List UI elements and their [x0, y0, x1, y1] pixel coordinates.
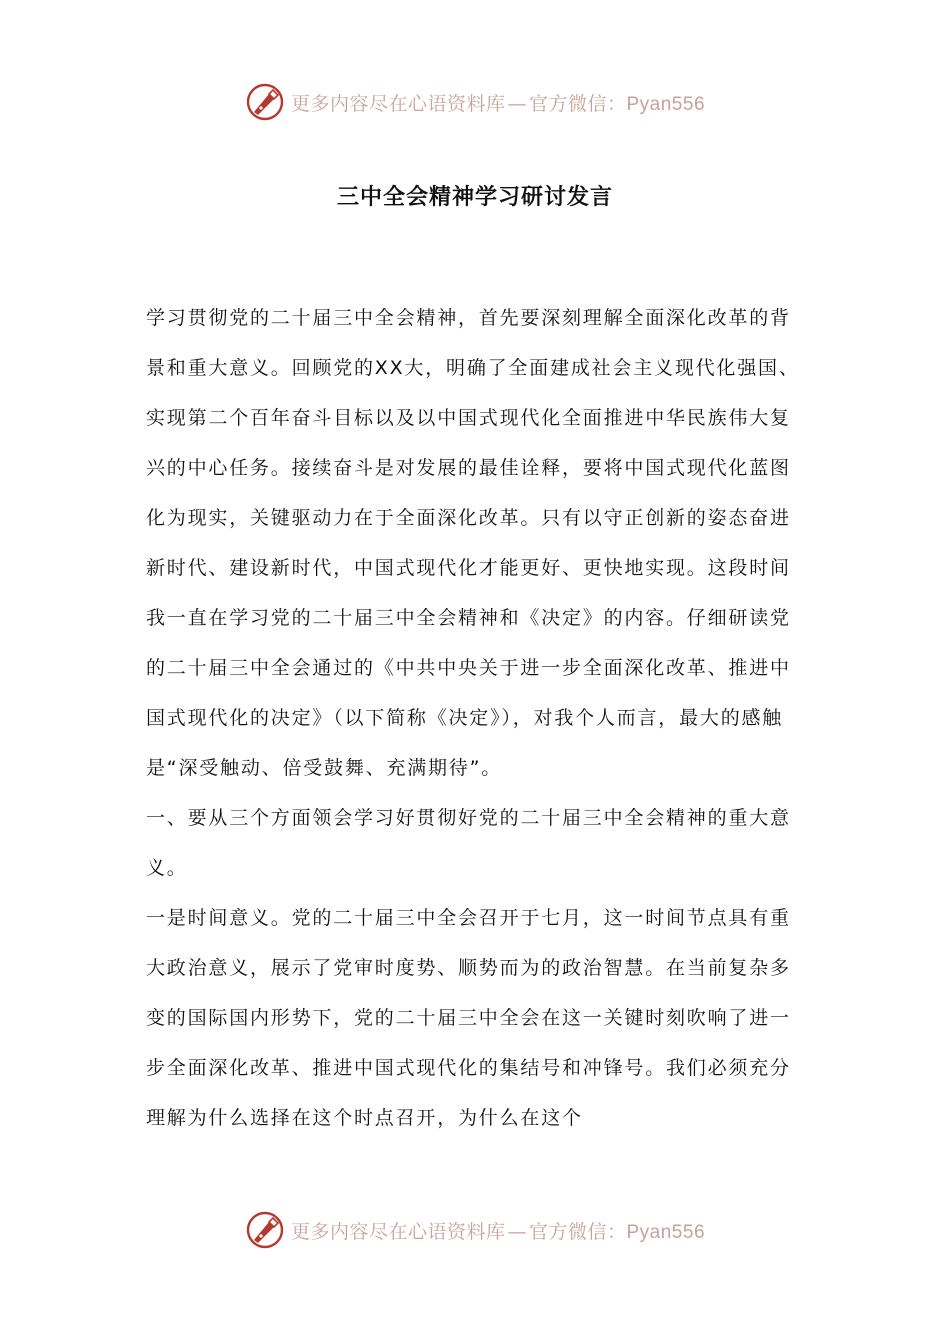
watermark-text [291, 89, 705, 116]
watermark-separator: — [507, 1220, 527, 1243]
section-heading: 一、要从三个方面领会学习好贯彻好党的二十届三中全会精神的重大意义。 [146, 807, 791, 879]
watermark-site-text: 更多内容尽在心语资料库 [290, 92, 506, 115]
watermark-wechat-id: Pyan556 [626, 1221, 706, 1243]
document-title: 三中全会精神学习研讨发言 [336, 185, 613, 210]
watermark-site-text: 更多内容尽在心语资料库 [290, 1220, 506, 1243]
document-body [146, 293, 810, 1143]
body-paragraph: 学习贯彻党的二十届三中全会精神，首先要深刻理解全面深化改革的背景和重大意义。回顾党的XX大，明确了全面建成社会主义现代化强国、实现第二个百年奋斗目标以及以中国式现代化全面推进中华民族伟大复兴的中心任务。接续奋斗是对发展的最佳诠释，要将中国式现代化蓝图化为现实，关键驱动力在于全面深化改革。只有以守正创新的姿态奋进新时代、建设新时代，中国式现代化才能更好、更快地实现。这段时间我一直在学习党的二十届三中全会精神和《决定》的内容。仔细研读党的二十届三中全会通过的《中共中央关于进一步全面深化改革、推进中国式现代化的决定》（以下简称《决定》），对我个人而言，最大的感触是“深受触动、倍受鼓舞、充满期待”。 [146, 307, 800, 779]
watermark-wechat-label: 官方微信： [528, 92, 627, 115]
pen-nib-logo-icon [245, 1210, 285, 1250]
watermark-separator: — [507, 92, 527, 115]
watermark-wechat-id: Pyan556 [626, 93, 706, 115]
pen-nib-logo-icon [245, 82, 285, 122]
footer-watermark [0, 1208, 950, 1252]
watermark-text [291, 1217, 705, 1244]
header-watermark [0, 80, 950, 124]
watermark-wechat-label: 官方微信： [528, 1220, 627, 1243]
body-paragraph: 一是时间意义。党的二十届三中全会召开于七月，这一时间节点具有重大政治意义，展示了党审时度势、顺势而为的政治智慧。在当前复杂多变的国际国内形势下，党的二十届三中全会在这一关键时刻吹响了进一步全面深化改革、推进中国式现代化的集结号和冲锋号。我们必须充分理解为什么选择在这个时点召开，为什么在这个 [146, 907, 791, 1129]
